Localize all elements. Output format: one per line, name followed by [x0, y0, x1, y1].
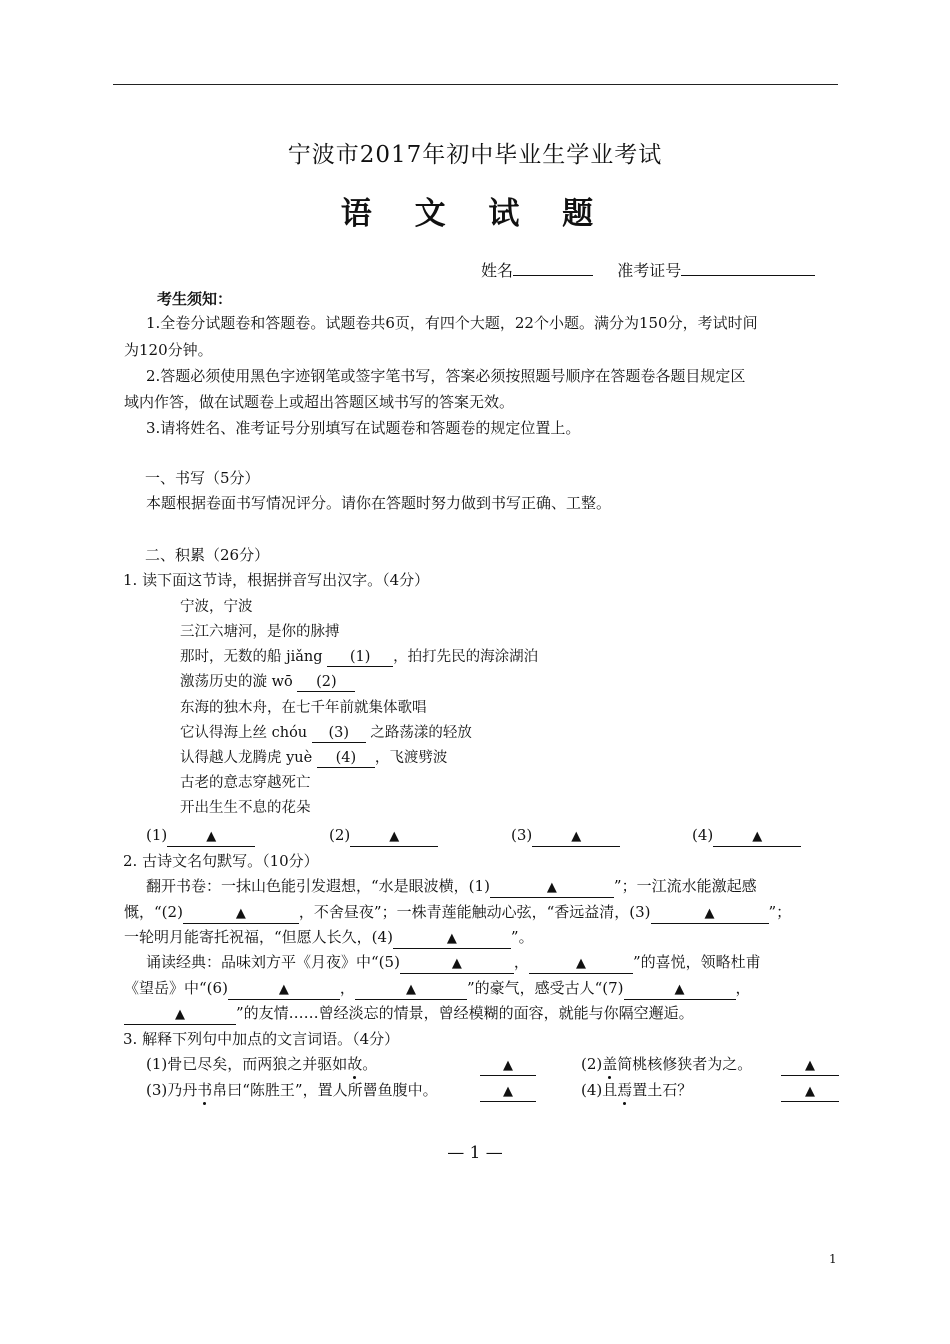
- answer-blank[interactable]: ▲: [624, 979, 736, 1000]
- answer-blank[interactable]: ▲: [167, 826, 255, 847]
- exam-title: 宁波市2017年初中毕业生学业考试: [287, 142, 663, 168]
- section-2-heading: 二、积累（26分）: [145, 546, 270, 564]
- answer-blank[interactable]: ▲: [490, 877, 614, 898]
- page-number: — 1 —: [447, 1143, 503, 1163]
- answer-blank[interactable]: ▲: [183, 903, 299, 924]
- poem-line-1: 宁波，宁波: [180, 599, 253, 615]
- answer-blank[interactable]: ▲: [529, 953, 633, 974]
- poem-line-8: 古老的意志穿越死亡: [180, 775, 311, 791]
- q3-answer-3: [480, 1080, 536, 1102]
- q2-line-5: 《望岳》中“(6) ▲ ， ▲ ”的豪气，感受古人“(7) ▲ ，: [124, 978, 751, 1000]
- answer-blank[interactable]: ▲: [124, 1004, 236, 1025]
- q1-answer-3: (3) ▲: [511, 825, 620, 847]
- section-1-body: 本题根据卷面书写情况评分。请你在答题时努力做到书写正确、工整。: [146, 494, 612, 512]
- poem-blank-2: (2): [297, 673, 355, 692]
- answer-blank[interactable]: ▲: [781, 1055, 839, 1076]
- q3-answer-2: [781, 1054, 839, 1076]
- notice-item-2-cont: 域内作答，做在试题卷上或超出答题区域书写的答案无效。: [124, 393, 515, 411]
- answer-blank[interactable]: ▲: [480, 1081, 536, 1102]
- poem-line-2: 三江六塘河，是你的脉搏: [180, 624, 340, 640]
- q1-answer-2: (2) ▲: [329, 825, 438, 847]
- section-1-heading: 一、书写（5分）: [145, 469, 260, 487]
- answer-blank[interactable]: ▲: [400, 953, 514, 974]
- answer-blank[interactable]: ▲: [532, 826, 620, 847]
- q2-line-2: 慨，“(2) ▲ ，不舍昼夜”；一株青莲能触动心弦，“香远益清，(3) ▲ ”；: [124, 902, 791, 924]
- answer-blank[interactable]: ▲: [350, 826, 438, 847]
- poem-line-7: 认得越人龙腾虎 yuè (4) ，飞渡劈波: [180, 750, 448, 766]
- id-label: 准考证号: [617, 261, 682, 280]
- answer-blank[interactable]: ▲: [713, 826, 801, 847]
- top-rule: [113, 84, 838, 85]
- corner-page-number: 1: [829, 1252, 837, 1266]
- poem-blank-4: (4): [317, 749, 375, 768]
- answer-blank[interactable]: ▲: [480, 1055, 536, 1076]
- name-label: 姓名: [481, 261, 514, 280]
- poem-line-3: 那时，无数的船 jiǎng (1) ，拍打先民的海涂湖泊: [180, 649, 539, 665]
- q2-line-1: 翻开书卷：一抹山色能引发遐想，“水是眼波横，(1) ▲ ”；一江流水能激起感: [146, 876, 757, 898]
- q2-stem: 2. 古诗文名句默写。（10分）: [123, 852, 319, 870]
- notice-item-2: 2.答题必须使用黑色字迹钢笔或签字笔书写，答案必须按照题号顺序在答题卷各题目规定区: [146, 367, 746, 385]
- poem-line-9: 开出生生不息的花朵: [180, 800, 311, 816]
- poem-blank-1: (1): [327, 648, 393, 667]
- candidate-fields: [481, 258, 815, 281]
- answer-blank[interactable]: ▲: [355, 979, 467, 1000]
- q1-answer-4: (4) ▲: [692, 825, 801, 847]
- answer-blank[interactable]: ▲: [651, 903, 769, 924]
- q3-sentence-4: (4)且焉置土石？: [581, 1081, 693, 1099]
- answer-blank[interactable]: ▲: [393, 928, 511, 949]
- q3-stem: 3. 解释下列句中加点的文言词语。（4分）: [123, 1030, 400, 1048]
- q2-line-4: 诵读经典：品味刘方平《月夜》中“(5) ▲ ， ▲ ”的喜悦，领略杜甫: [146, 952, 761, 974]
- q3-sentence-2: (2)盖简桃核修狭者为之。: [581, 1055, 753, 1073]
- answer-blank[interactable]: ▲: [781, 1081, 839, 1102]
- q3-answer-1: [480, 1054, 536, 1076]
- q3-answer-4: [781, 1080, 839, 1102]
- notice-item-1: 1.全卷分试题卷和答题卷。试题卷共6页，有四个大题，22个小题。满分为150分，考试时间: [146, 314, 758, 332]
- q2-line-3: 一轮明月能寄托祝福，“但愿人长久，(4) ▲ ”。: [124, 927, 534, 949]
- q1-answer-1: (1) ▲: [146, 825, 255, 847]
- subject-title: 语 文 试 题: [340, 196, 610, 232]
- q2-line-6: ▲ ”的友情……曾经淡忘的情景，曾经模糊的面容，就能与你隔空邂逅。: [124, 1003, 694, 1025]
- name-field[interactable]: [513, 261, 593, 276]
- poem-line-5: 东海的独木舟，在七千年前就集体歌唱: [180, 700, 427, 716]
- q3-sentence-1: (1)骨已尽矣，而两狼之并驱如故。: [146, 1055, 378, 1073]
- q1-stem: 1. 读下面这节诗，根据拼音写出汉字。（4分）: [123, 571, 430, 589]
- id-field[interactable]: [681, 261, 815, 276]
- q3-sentence-3: (3)乃丹书帛曰“陈胜王”，置人所罾鱼腹中。: [146, 1081, 438, 1099]
- answer-blank[interactable]: ▲: [228, 979, 340, 1000]
- notice-heading: 考生须知：: [157, 290, 233, 308]
- poem-line-6: 它认得海上丝 chóu (3) 之路荡漾的轻放: [180, 725, 472, 741]
- notice-item-1-cont: 为120分钟。: [124, 341, 213, 359]
- notice-item-3: 3.请将姓名、准考证号分别填写在试题卷和答题卷的规定位置上。: [146, 419, 581, 437]
- poem-line-4: 激荡历史的漩 wō (2): [180, 672, 355, 692]
- poem-blank-3: (3): [312, 724, 366, 743]
